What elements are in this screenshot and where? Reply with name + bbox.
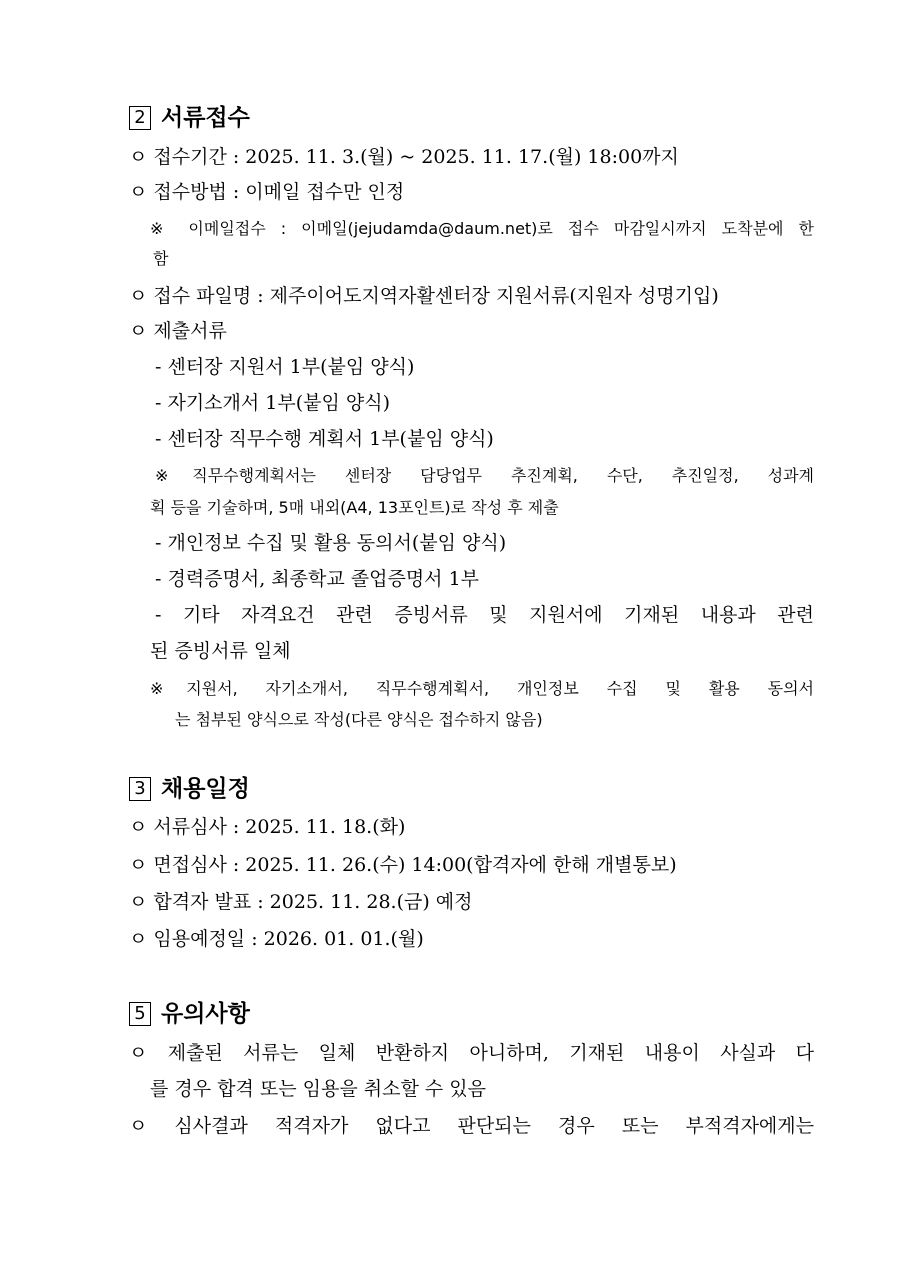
form-note-line-2: 는 첨부된 양식으로 작성(다른 양식은 접수하지 않음) <box>175 710 543 729</box>
form-note-line-1: ※지원서, 자기소개서, 직무수행계획서, 개인정보 수집 및 활용 동의서 <box>150 679 814 698</box>
section-3-title: 채용일정 <box>161 776 250 802</box>
section-2-number: 2 <box>129 106 151 130</box>
section-3-number: 3 <box>129 777 151 801</box>
section-5-heading <box>129 999 250 1029</box>
filename-line: ㅇ 접수 파일명 : 제주이어도지역자활센터장 지원서류(지원자 성명기입) <box>129 285 719 307</box>
caution-item-1-line-1: ㅇ 제출된 서류는 일체 반환하지 아니하며, 기재된 내용이 사실과 다 <box>129 1042 814 1064</box>
docs-title: ㅇ 제출서류 <box>129 320 227 342</box>
doc-item-6-line-2: 된 증빙서류 일체 <box>150 640 291 662</box>
plan-note-line-1: ※직무수행계획서는 센터장 담당업무 추진계획, 수단, 추진일정, 성과계 <box>155 466 814 485</box>
appoint-line: ㅇ 임용예정일 : 2026. 01. 01.(월) <box>129 928 424 950</box>
doc-item-4: - 개인정보 수집 및 활용 동의서(붙임 양식) <box>155 532 507 554</box>
plan-note-line-2: 획 등을 기술하며, 5매 내외(A4, 13포인트)로 작성 후 제출 <box>150 498 559 517</box>
section-3-heading <box>129 774 250 804</box>
doc-review-line: ㅇ 서류심사 : 2025. 11. 18.(화) <box>129 816 406 838</box>
doc-item-6-line-1: - 기타 자격요건 관련 증빙서류 및 지원서에 기재된 내용과 관련 <box>155 604 814 626</box>
doc-item-2: - 자기소개서 1부(붙임 양식) <box>155 392 390 414</box>
doc-item-1: - 센터장 지원서 1부(붙임 양식) <box>155 356 415 378</box>
caution-item-1-line-2: 를 경우 합격 또는 임용을 취소할 수 있음 <box>150 1078 486 1100</box>
section-2-title: 서류접수 <box>161 105 250 131</box>
caution-item-2-line-1: ㅇ 심사결과 적격자가 없다고 판단되는 경우 또는 부적격자에게는 <box>129 1115 814 1137</box>
section-2-heading <box>129 103 250 133</box>
period-line: ㅇ 접수기간 : 2025. 11. 3.(월) ~ 2025. 11. 17.(월) 18:00까지 <box>129 146 679 168</box>
method-line: ㅇ 접수방법 : 이메일 접수만 인정 <box>129 181 405 203</box>
interview-line: ㅇ 면접심사 : 2025. 11. 26.(수) 14:00(합격자에 한해 개별통보) <box>129 854 677 876</box>
announce-line: ㅇ 합격자 발표 : 2025. 11. 28.(금) 예정 <box>129 891 473 913</box>
doc-item-5: - 경력증명서, 최종학교 졸업증명서 1부 <box>155 568 480 590</box>
doc-item-3: - 센터장 직무수행 계획서 1부(붙임 양식) <box>155 428 494 450</box>
email-note-line-1: ※ 이메일접수 : 이메일(jejudamda@daum.net)로 접수 마감일시까지 도착분에 한 <box>150 219 814 238</box>
section-5-number: 5 <box>129 1002 151 1026</box>
email-note-line-2: 함 <box>153 249 169 268</box>
section-5-title: 유의사항 <box>161 1001 250 1027</box>
